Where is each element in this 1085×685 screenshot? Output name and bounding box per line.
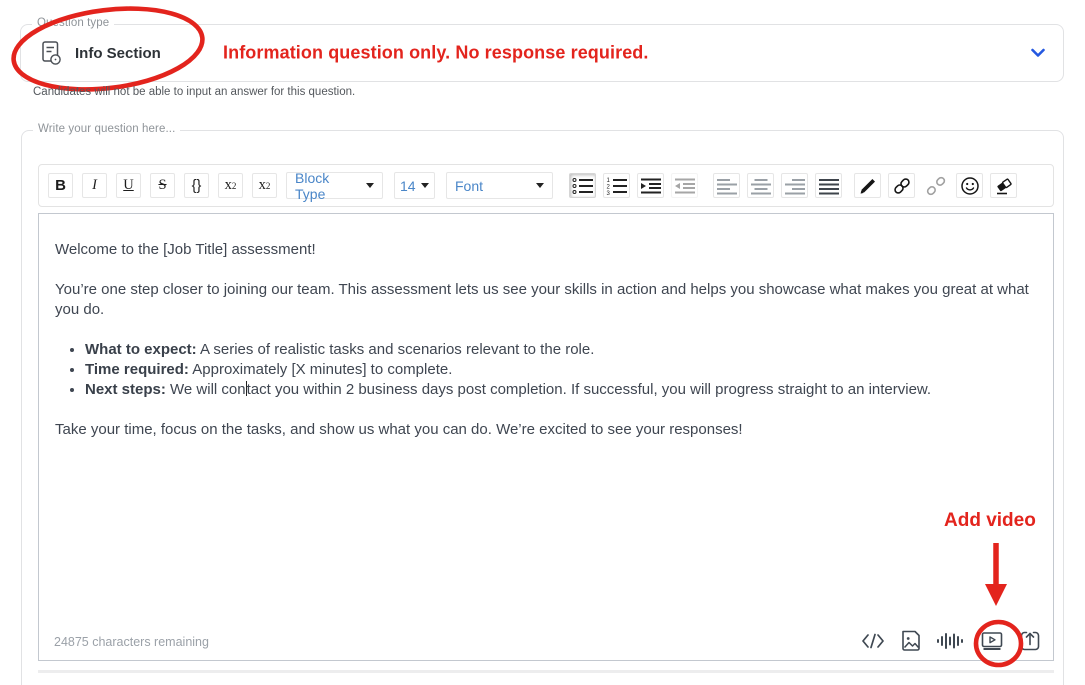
add-video-button[interactable] [979, 629, 1005, 653]
paragraph-welcome: Welcome to the [Job Title] assessment! [55, 241, 316, 258]
emoji-icon [960, 176, 980, 196]
editor-resize-strip[interactable] [38, 670, 1054, 673]
remove-format-button[interactable] [990, 173, 1017, 198]
characters-remaining: 24875 characters remaining [54, 635, 209, 649]
video-icon [979, 629, 1005, 653]
font-size-dropdown[interactable] [394, 172, 435, 199]
subscript-base: x [258, 177, 266, 193]
bullet-label: What to expect: [85, 341, 197, 358]
code-view-icon [860, 632, 886, 650]
monospace-button[interactable]: {} [184, 173, 209, 198]
question-editor-fieldset [21, 123, 1064, 685]
editor-content-area[interactable] [38, 213, 1054, 661]
bullet-text: We will con [165, 381, 246, 398]
outdent-icon [674, 177, 696, 195]
code-view-button[interactable] [860, 632, 886, 650]
svg-text:1: 1 [606, 177, 610, 184]
add-audio-button[interactable] [936, 630, 966, 652]
image-icon [899, 629, 923, 653]
align-justify-button[interactable] [815, 173, 842, 198]
question-editor-legend: Write your question here... [33, 123, 180, 135]
question-type-selector[interactable] [21, 25, 1063, 81]
ordered-list-icon [606, 177, 628, 195]
indent-icon [640, 177, 662, 195]
upload-button[interactable] [1018, 629, 1042, 653]
remove-format-icon [994, 176, 1014, 196]
editor-media-toolbar [860, 629, 1042, 653]
question-type-message: Information question only. No response required. [223, 42, 649, 63]
align-right-icon [784, 177, 806, 195]
list-item [85, 360, 1037, 380]
align-left-button[interactable] [713, 173, 740, 198]
question-type-value: Info Section [75, 44, 161, 62]
emoji-button[interactable] [956, 173, 983, 198]
link-button[interactable] [888, 173, 915, 198]
font-size-value: 14 [400, 177, 416, 194]
document-info-icon [39, 40, 63, 67]
block-type-dropdown[interactable] [286, 169, 383, 202]
paragraph-intro: You’re one step closer to joining our team. This assessment lets us see your skills in action and helps you showcase what makes you great at what you do. [55, 281, 1029, 318]
font-family-dropdown[interactable] [446, 172, 553, 199]
rich-text-toolbar [38, 164, 1054, 207]
align-center-icon [750, 177, 772, 195]
annotation-add-video-label: Add video [944, 510, 1036, 531]
bold-button[interactable]: B [48, 173, 73, 198]
unlink-button[interactable] [922, 173, 949, 198]
superscript-button[interactable]: x 2 [218, 173, 243, 198]
bullet-text: Approximately [X minutes] to complete. [188, 361, 453, 378]
link-icon [892, 176, 912, 196]
italic-button[interactable]: I [82, 173, 107, 198]
align-justify-icon [818, 177, 840, 195]
list-item [85, 340, 1037, 360]
align-center-button[interactable] [747, 173, 774, 198]
add-image-button[interactable] [899, 629, 923, 653]
list-item [85, 380, 1037, 400]
question-type-fieldset [20, 17, 1064, 82]
underline-button[interactable]: U [116, 173, 141, 198]
editor-document[interactable] [39, 214, 1053, 440]
svg-text:3: 3 [606, 190, 610, 195]
svg-text:2: 2 [606, 184, 610, 190]
bullet-label: Time required: [85, 361, 189, 378]
dropdown-caret-icon [421, 183, 429, 188]
bullet-list-button[interactable] [569, 173, 596, 198]
block-type-value: Block Type [295, 169, 330, 202]
bullet-list [55, 340, 1037, 400]
indent-button[interactable] [637, 173, 664, 198]
question-type-legend: Question type [32, 17, 114, 29]
dropdown-caret-icon [366, 183, 374, 188]
align-left-icon [716, 177, 738, 195]
superscript-base: x [224, 177, 232, 193]
unlink-icon [926, 176, 946, 196]
bullet-text: A series of realistic tasks and scenarios relevant to the role. [196, 341, 595, 358]
chevron-down-icon[interactable] [1031, 49, 1045, 58]
upload-icon [1018, 629, 1042, 653]
color-picker-button[interactable] [854, 173, 881, 198]
color-picker-icon [858, 176, 878, 196]
align-right-button[interactable] [781, 173, 808, 198]
strikethrough-button[interactable]: S [150, 173, 175, 198]
candidates-helper-text: Candidates will not be able to input an answer for this question. [33, 86, 356, 98]
audio-waveform-icon [936, 630, 966, 652]
font-family-value: Font [455, 177, 484, 194]
bullet-label: Next steps: [85, 381, 166, 398]
subscript-button[interactable]: x 2 [252, 173, 277, 198]
outdent-button[interactable] [671, 173, 698, 198]
bullet-text: tact you within 2 business days post completion. If successful, you will progress straight to an interview. [246, 381, 932, 398]
ordered-list-button[interactable] [603, 173, 630, 198]
dropdown-caret-icon [536, 183, 544, 188]
paragraph-closing: Take your time, focus on the tasks, and show us what you can do. We’re excited to see your responses! [55, 421, 743, 438]
bullet-list-icon [572, 177, 594, 195]
